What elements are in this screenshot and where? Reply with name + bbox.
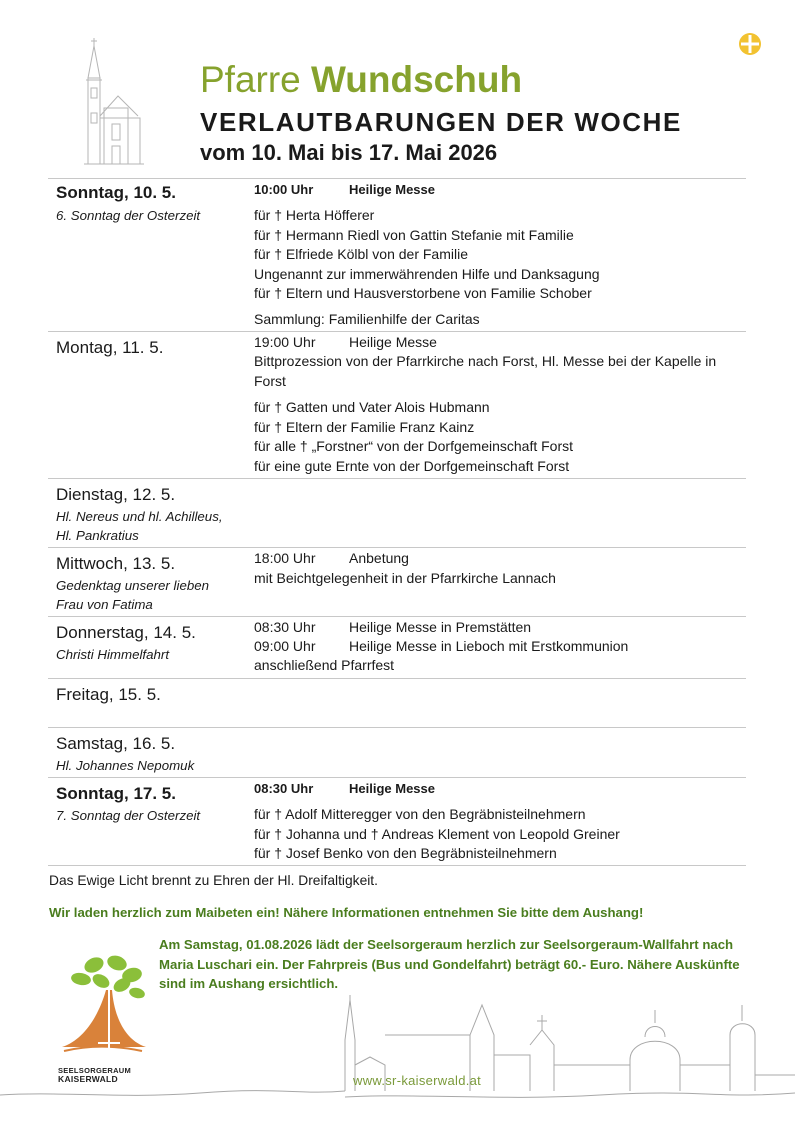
- day-subtitle: Gedenktag unserer lieben Frau von Fatima: [56, 578, 210, 612]
- logo-line1: SEELSORGERAUM: [58, 1066, 132, 1075]
- intentions: [254, 805, 744, 864]
- day-name: Donnerstag, 14. 5.: [56, 623, 196, 642]
- event-line: [254, 618, 744, 638]
- intention-line: für † Josef Benko von den Begräbnisteilnehmern: [254, 845, 557, 861]
- event-title: Heilige Messe in Premstätten: [349, 619, 532, 635]
- wallfahrt-note: Am Samstag, 01.08.2026 lädt der Seelsorgeraum herzlich zur Seelsorgeraum-Wallfahrt nach Maria Luschari ein. Der Fahrpreis (Bus und Gondelfahrt) beträgt 60.- Euro. Nähere Auskünfte sind im Aushang ersichtlich.: [159, 937, 740, 991]
- event-time: 19:00 Uhr: [254, 334, 316, 350]
- event-title: Heilige Messe in Lieboch mit Erstkommunion: [349, 638, 629, 654]
- day-row: [48, 679, 746, 728]
- day-subtitle: Hl. Nereus und hl. Achilleus, Hl. Pankratius: [56, 509, 223, 543]
- intentions: [254, 206, 744, 304]
- event-time: 09:00 Uhr: [254, 638, 316, 654]
- parish-name: Wundschuh: [311, 59, 523, 100]
- event-line: [254, 637, 744, 657]
- day-name: Dienstag, 12. 5.: [56, 485, 176, 504]
- event-line: [254, 180, 744, 200]
- day-subtitle: Christi Himmelfahrt: [56, 647, 170, 662]
- website-link[interactable]: www.sr-kaiserwald.at: [353, 1073, 482, 1088]
- day-row: [48, 548, 746, 617]
- day-subtitle: Hl. Johannes Nepomuk: [56, 758, 195, 773]
- maibeten-note: Wir laden herzlich zum Maibeten ein! Nähere Informationen entnehmen Sie bitte dem Aushang!: [49, 905, 644, 920]
- intention-line: für † Gatten und Vater Alois Hubmann: [254, 399, 490, 415]
- day-name: Sonntag, 17. 5.: [56, 784, 176, 803]
- event-time: 08:30 Uhr: [254, 781, 314, 796]
- intention-line: für alle † „Forstner“ von der Dorfgemeinschaft Forst: [254, 438, 574, 454]
- church-icon: [84, 38, 144, 166]
- event-time: 08:30 Uhr: [254, 619, 316, 635]
- day-name: Sonntag, 10. 5.: [56, 183, 176, 202]
- intention-line: für † Eltern der Familie Franz Kainz: [254, 418, 475, 435]
- intention-line: für † Adolf Mitteregger von den Begräbnisteilnehmern: [254, 806, 586, 822]
- page-title: VERLAUTBARUNGEN DER WOCHE: [200, 107, 682, 137]
- day-row: [48, 332, 746, 479]
- event-line: [254, 549, 744, 569]
- day-row: [48, 179, 746, 332]
- event-time: 10:00 Uhr: [254, 182, 314, 197]
- event-title: Heilige Messe: [349, 334, 437, 350]
- collection-note: Sammlung: Familienhilfe der Caritas: [254, 311, 480, 327]
- event-line: [254, 779, 744, 799]
- event-time: 18:00 Uhr: [254, 550, 316, 566]
- day-name: Mittwoch, 13. 5.: [56, 554, 176, 573]
- parish-prefix: Pfarre: [200, 59, 301, 100]
- day-subtitle: 7. Sonntag der Osterzeit: [56, 808, 201, 823]
- day-row: [48, 479, 746, 548]
- skyline-illustration: [0, 995, 795, 1110]
- parish-title: [200, 58, 522, 102]
- day-name: Montag, 11. 5.: [56, 338, 164, 357]
- event-description: Bittprozession von der Pfarrkirche nach Forst, Hl. Messe bei der Kapelle in Forst: [254, 353, 717, 389]
- intention-line: für † Herta Höfferer: [254, 207, 375, 223]
- schedule-table: [48, 178, 746, 866]
- event-title: Heilige Messe: [349, 781, 435, 796]
- event-title: Heilige Messe: [349, 182, 435, 197]
- intention-line: für † Hermann Riedl von Gattin Stefanie mit Familie: [254, 226, 574, 243]
- eternal-light-note: Das Ewige Licht brennt zu Ehren der Hl. Dreifaltigkeit.: [49, 873, 378, 888]
- day-row: [48, 778, 746, 866]
- day-row: [48, 728, 746, 778]
- logo-line2: KAISERWALD: [58, 1074, 118, 1084]
- day-name: Samstag, 16. 5.: [56, 734, 176, 753]
- event-title: Anbetung: [349, 550, 409, 566]
- event-description: mit Beichtgelegenheit in der Pfarrkirche Lannach: [254, 570, 556, 586]
- cross-badge-icon: [738, 32, 762, 56]
- intention-line: für † Eltern und Hausverstorbene von Familie Schober: [254, 285, 592, 301]
- day-name: Freitag, 15. 5.: [56, 685, 161, 704]
- intention-line: für eine gute Ernte von der Dorfgemeinschaft Forst: [254, 457, 570, 474]
- intentions: [254, 398, 744, 476]
- event-line: [254, 333, 744, 353]
- intention-line: für † Johanna und † Andreas Klement von Leopold Greiner: [254, 825, 620, 842]
- intention-line: Ungenannt zur immerwährenden Hilfe und Danksagung: [254, 265, 600, 282]
- day-row: [48, 617, 746, 679]
- date-range: vom 10. Mai bis 17. Mai 2026: [200, 140, 498, 165]
- intention-line: für † Elfriede Kölbl von der Familie: [254, 246, 468, 262]
- day-subtitle: 6. Sonntag der Osterzeit: [56, 208, 201, 223]
- event-description: anschließend Pfarrfest: [254, 657, 395, 673]
